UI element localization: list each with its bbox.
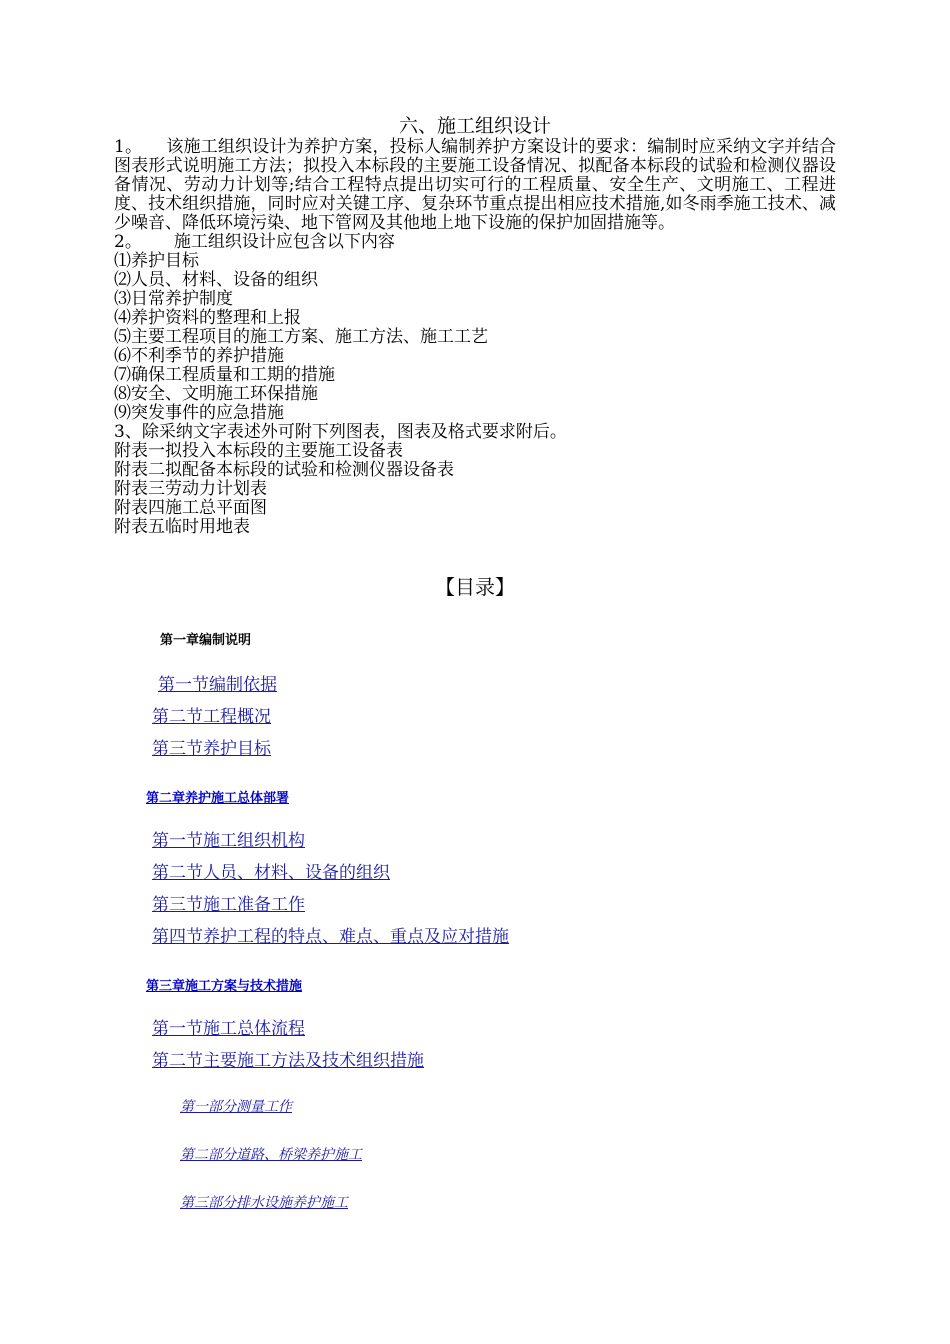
paragraph-2-text: 施工组织设计应包含以下内容 (173, 232, 395, 252)
content-item: ⑶日常养护制度 (114, 289, 233, 309)
content-item: ⑴养护目标 (114, 251, 199, 271)
content-item: ⑼突发事件的应急措施 (114, 403, 284, 423)
toc-link-chapter-3[interactable]: 第三章施工方案与技术措施 (146, 979, 303, 994)
toc-link-ch3-sec2[interactable]: 第二节主要施工方法及技术组织措施 (152, 1051, 424, 1071)
toc-link-ch2-sec1[interactable]: 第一节施工组织机构 (152, 831, 305, 851)
appendix-item: 附表五临时用地表 (114, 517, 250, 537)
toc-link-ch2-sec3[interactable]: 第三节施工准备工作 (152, 895, 305, 915)
toc-link-chapter-2[interactable]: 第二章养护施工总体部署 (146, 791, 290, 806)
toc-link-ch2-sec2[interactable]: 第二节人员、材料、设备的组织 (152, 863, 390, 883)
toc-link-ch2-sec4[interactable]: 第四节养护工程的特点、难点、重点及应对措施 (152, 927, 509, 947)
content-item: ⑷养护资料的整理和上报 (114, 308, 301, 328)
toc-link-ch1-sec1[interactable]: 第一节编制依据 (158, 675, 277, 695)
content-item: ⑹不利季节的养护措施 (114, 346, 284, 366)
toc-link-ch3-part3[interactable]: 第三部分排水设施养护施工 (180, 1195, 348, 1211)
paragraph-1 (114, 138, 836, 233)
appendix-item: 附表一拟投入本标段的主要施工设备表 (114, 441, 403, 461)
toc-link-ch1-sec3[interactable]: 第三节养护目标 (152, 739, 271, 759)
appendix-item: 附表三劳动力计划表 (114, 479, 267, 499)
paragraph-1-number: 1。 (114, 137, 143, 157)
toc-link-ch3-part1[interactable]: 第一部分测量工作 (180, 1099, 292, 1115)
document-title: 六、施工组织设计 (398, 115, 551, 137)
content-item: ⑻安全、文明施工环保措施 (114, 384, 318, 404)
toc-link-ch3-part2[interactable]: 第二部分道路、桥梁养护施工 (180, 1147, 362, 1163)
appendix-item: 附表四施工总平面图 (114, 498, 267, 518)
toc-link-ch3-sec1[interactable]: 第一节施工总体流程 (152, 1019, 305, 1039)
content-item: ⑵人员、材料、设备的组织 (114, 270, 318, 290)
toc-link-ch1-sec2[interactable]: 第二节工程概况 (152, 707, 271, 727)
content-item: ⑺确保工程质量和工期的措施 (114, 365, 335, 385)
paragraph-1-text: 该施工组织设计为养护方案，投标人编制养护方案设计的要求：编制时应采纳文字并结合图表形式说明施工方法；拟投入本标段的主要施工设备情况、拟配备本标段的试验和检测仪器设备情况、劳动力计划等;结合工程特点提出切实可行的工程质量、安全生产、文明施工、工程进度、技术组织措施，同时应对关键工序、复杂环节重点提出相应技术措施,如冬雨季施工技术、减少噪音、降低环境污染、地下管网及其他地上地下设施的保护加固措施等。 (114, 137, 836, 233)
toc-chapter-1: 第一章编制说明 (160, 633, 252, 648)
document-body (114, 138, 836, 537)
paragraph-2 (114, 233, 836, 252)
content-item: ⑸主要工程项目的施工方案、施工方法、施工工艺 (114, 327, 488, 347)
paragraph-2-number: 2。 (114, 232, 142, 252)
appendix-item: 附表二拟配备本标段的试验和检测仪器设备表 (114, 460, 454, 480)
toc-heading: 【目录】 (435, 575, 515, 599)
paragraph-3: 3、除采纳文字表述外可附下列图表，图表及格式要求附后。 (114, 422, 567, 442)
